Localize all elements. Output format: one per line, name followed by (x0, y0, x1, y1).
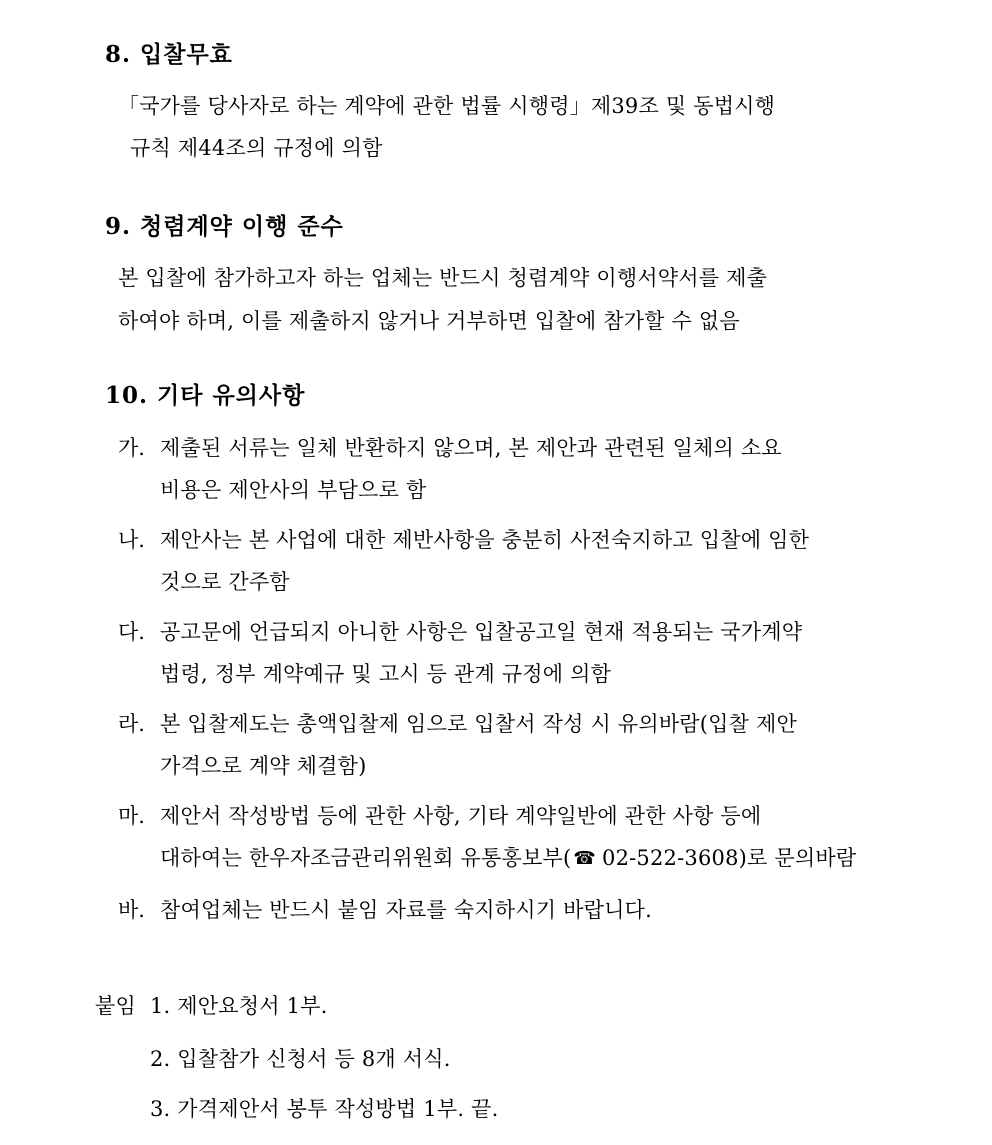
item-label-ga: 가. (118, 436, 145, 460)
item-ma-line-1: 제안서 작성방법 등에 관한 사항, 기타 계약일반에 관한 사항 등에 (160, 804, 762, 828)
item-ra-line-2: 가격으로 계약 체결함) (160, 754, 367, 778)
item-ra-line-1: 본 입찰제도는 총액입찰제 임으로 입찰서 작성 시 유의바람(입찰 제안 (160, 712, 798, 736)
item-da-line-2: 법령, 정부 계약예규 및 고시 등 관계 규정에 의함 (160, 662, 612, 686)
item-ba-line-1: 참여업체는 반드시 붙임 자료를 숙지하시기 바랍니다. (160, 898, 652, 922)
section-9-line-2: 하여야 하며, 이를 제출하지 않거나 거부하면 입찰에 참가할 수 없음 (118, 309, 740, 333)
item-ma-line-2 (160, 842, 856, 872)
section-9-line-1: 본 입찰에 참가하고자 하는 업체는 반드시 청렴계약 이행서약서를 제출 (118, 266, 768, 290)
item-label-da: 다. (118, 620, 145, 644)
phone-icon: ☎ (573, 848, 597, 869)
item-label-ma: 마. (118, 804, 145, 828)
item-ga-line-2: 비용은 제안사의 부담으로 함 (160, 478, 427, 502)
contact-phone-number: 02-522-3608 (602, 846, 739, 870)
attachment-item-2: 2. 입찰참가 신청서 등 8개 서식. (150, 1047, 451, 1071)
attachment-item-3: 3. 가격제안서 봉투 작성방법 1부. 끝. (150, 1097, 499, 1121)
section-9-heading: 9. 청렴계약 이행 준수 (105, 213, 344, 240)
item-ma-line-2-before: 대하여는 한우자조금관리위원회 유통홍보부( (160, 846, 572, 870)
section-8-line-1: 「국가를 당사자로 하는 계약에 관한 법률 시행령」제39조 및 동법시행 (118, 94, 776, 118)
item-label-ba: 바. (118, 898, 145, 922)
item-da-line-1: 공고문에 언급되지 아니한 사항은 입찰공고일 현재 적용되는 국가계약 (160, 620, 803, 644)
item-na-line-1: 제안사는 본 사업에 대한 제반사항을 충분히 사전숙지하고 입찰에 임한 (160, 528, 810, 552)
section-8-line-2: 규칙 제44조의 규정에 의함 (130, 136, 383, 160)
section-8-heading: 8. 입찰무효 (105, 41, 233, 68)
attachment-item-1: 1. 제안요청서 1부. (150, 994, 328, 1018)
item-label-ra: 라. (118, 712, 145, 736)
item-ga-line-1: 제출된 서류는 일체 반환하지 않으며, 본 제안과 관련된 일체의 소요 (160, 436, 782, 460)
item-na-line-2: 것으로 간주함 (160, 570, 290, 594)
item-label-na: 나. (118, 528, 145, 552)
section-10-heading: 10. 기타 유의사항 (105, 382, 306, 409)
item-ma-line-2-after: )로 문의바람 (738, 846, 857, 870)
attachments-label: 붙임 (95, 994, 136, 1018)
